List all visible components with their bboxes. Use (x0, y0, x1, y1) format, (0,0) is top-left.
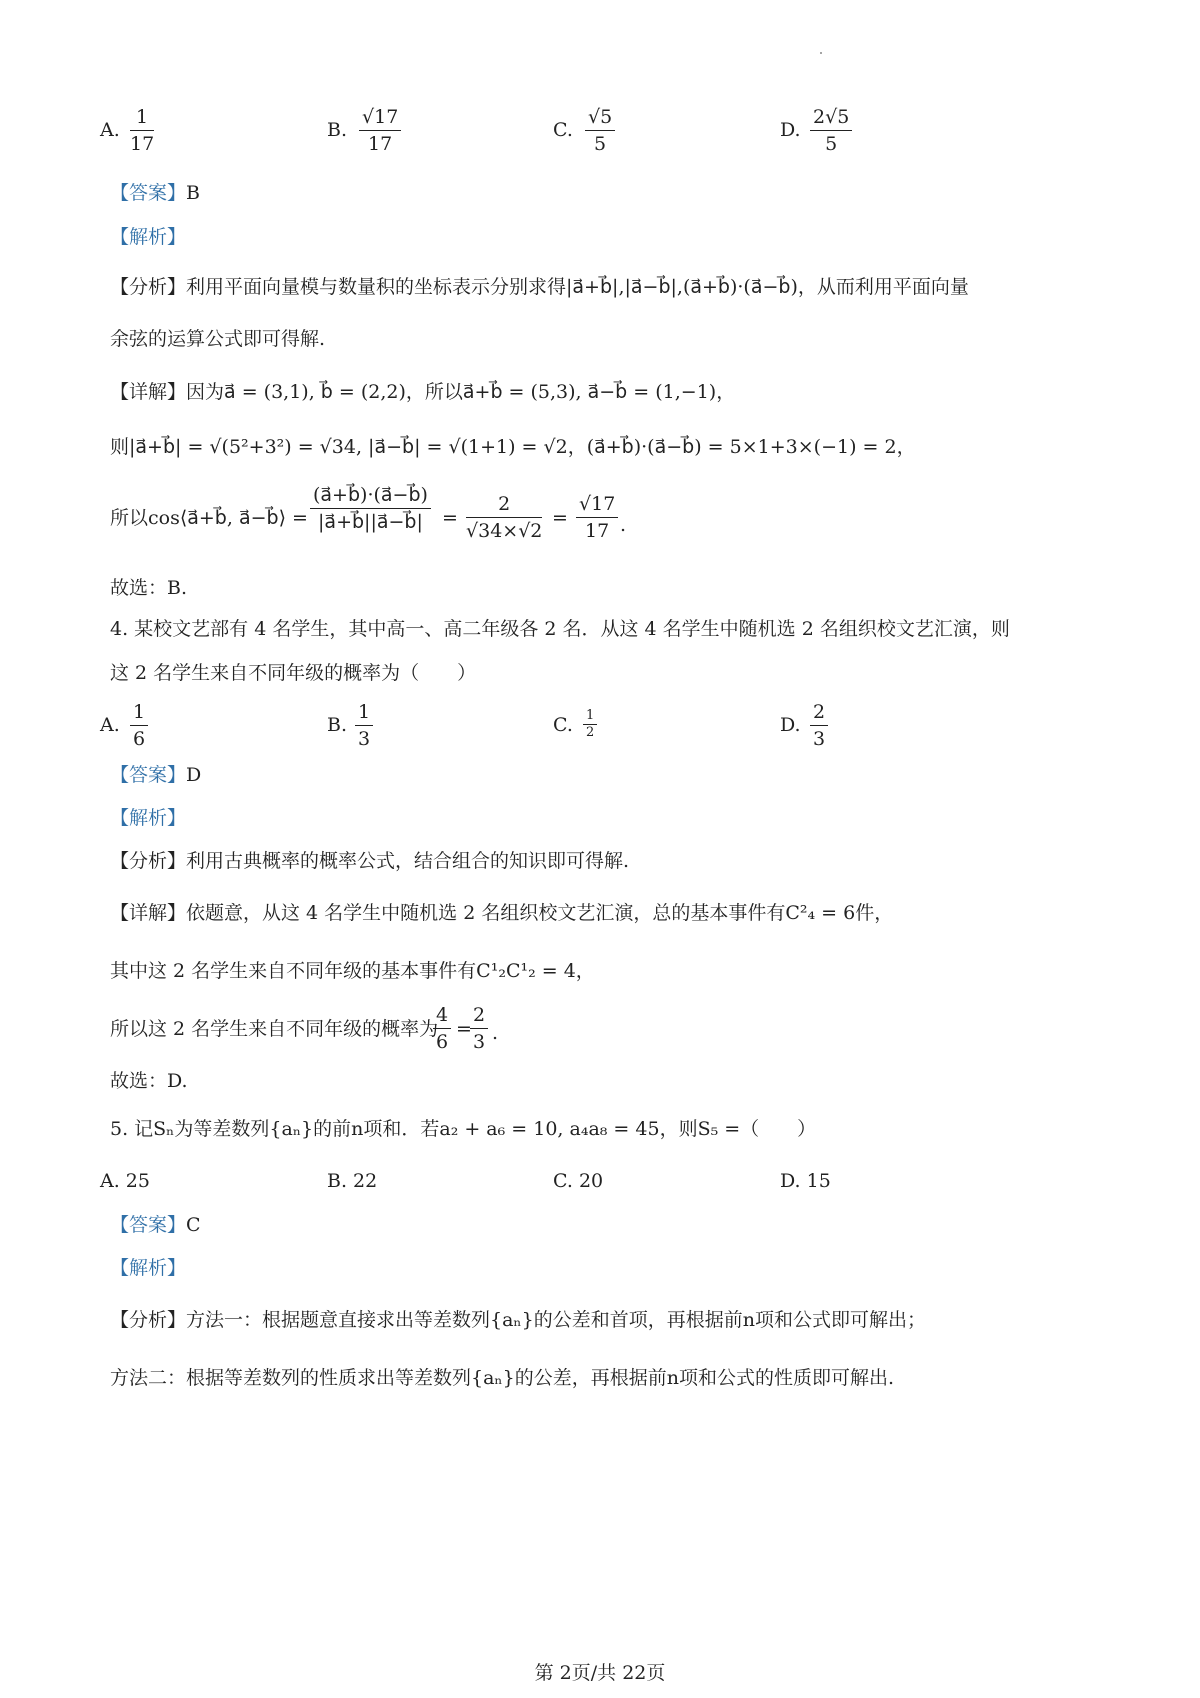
fraction (810, 700, 828, 752)
equals-sign: = (552, 507, 568, 529)
q3-option-b (327, 105, 527, 165)
denominator: |a⃗+b⃗||a⃗−b⃗| (318, 511, 423, 533)
numerator: 4 (433, 1003, 451, 1029)
option-letter: B. (327, 119, 348, 141)
fenxi-text: 利用古典概率的概率公式，结合组合的知识即可得解. (186, 850, 630, 872)
answer-value: C (186, 1214, 201, 1236)
denominator: 17 (130, 133, 155, 155)
cos-fraction-2 (466, 492, 542, 544)
fraction (585, 105, 615, 157)
numerator: 1 (355, 700, 373, 726)
q4-fenxi-line (110, 846, 629, 876)
denominator: 3 (358, 728, 371, 750)
xiangjie-text: 因为a⃗ = (3,1), b⃗ = (2,2)，所以a⃗+b⃗ = (5,3), a⃗−b⃗ = (1,−1)， (186, 381, 736, 403)
q5-answer-line (110, 1210, 201, 1240)
denominator: 6 (133, 728, 146, 750)
answer-value: D (186, 764, 202, 786)
q4-stem-line-2: 这 2 名学生来自不同年级的概率为（ ） (110, 662, 477, 684)
q5-analysis-tag: 【解析】 (110, 1257, 187, 1279)
q4-conclusion: 故选：D. (110, 1070, 188, 1092)
q3-xiangjie-line-3 (110, 503, 308, 533)
denominator: 3 (813, 728, 826, 750)
q5-option-a: A. 25 (100, 1170, 150, 1192)
q3-xiangjie-line-1 (110, 377, 735, 407)
numerator: 1 (130, 700, 148, 726)
q5-option-d: D. 15 (780, 1170, 831, 1192)
fenxi-tag: 【分析】 (110, 1309, 187, 1331)
option-letter: A. (100, 119, 120, 141)
q3-xiangjie-line-2: 则|a⃗+b⃗| = √(5²+3²) = √34, |a⃗−b⃗| = √(1+1) = √2，(a⃗+b⃗)·(a⃗−b⃗) = 5×1+3×(−1) = 2， (110, 436, 916, 458)
denominator: √34×√2 (466, 520, 543, 542)
fraction (130, 105, 154, 157)
fraction (130, 700, 148, 752)
numerator: 2 (470, 1003, 488, 1029)
fraction (355, 700, 373, 752)
q5-option-c: C. 20 (553, 1170, 604, 1192)
cos-fraction-1 (310, 483, 431, 535)
option-letter: B. (327, 714, 348, 736)
numerator: 2 (466, 492, 542, 518)
q3-conclusion: 故选：B. (110, 577, 188, 599)
q5-fenxi-line-2: 方法二：根据等差数列的性质求出等差数列{aₙ}的公差，再根据前n项和公式的性质即可解出. (110, 1367, 895, 1389)
q4-xiangjie-line-2: 其中这 2 名学生来自不同年级的基本事件有C¹₂C¹₂ = 4， (110, 960, 595, 982)
option-letter: C. (553, 119, 573, 141)
fenxi-text: 方法一：根据题意直接求出等差数列{aₙ}的公差和首项，再根据前n项和公式即可解出； (186, 1309, 926, 1331)
fraction (810, 105, 852, 157)
equals-sign: = (456, 1018, 472, 1040)
q4-option-d (780, 700, 980, 760)
numerator: 1 (130, 105, 154, 131)
q3-answer-line (110, 178, 200, 208)
fenxi-tag: 【分析】 (110, 276, 187, 298)
q3-analysis-tag: 【解析】 (110, 226, 187, 248)
denominator: 3 (473, 1031, 486, 1053)
prob-prefix: 所以这 2 名学生来自不同年级的概率为 (110, 1018, 439, 1040)
option-letter: D. (780, 119, 801, 141)
q4-option-a (100, 700, 300, 760)
denominator: 17 (368, 133, 393, 155)
denominator: 5 (594, 133, 607, 155)
q5-fenxi-line-1 (110, 1305, 926, 1335)
q3-option-a (100, 105, 300, 165)
numerator: 2 (810, 700, 828, 726)
denominator: 2 (586, 725, 595, 740)
q4-analysis-tag: 【解析】 (110, 807, 187, 829)
cos-prefix: 所以cos⟨a⃗+b⃗, a⃗−b⃗⟩ = (110, 507, 308, 529)
numerator: 2√5 (810, 105, 852, 131)
answer-tag: 【答案】 (110, 764, 187, 786)
answer-tag: 【答案】 (110, 1214, 187, 1236)
numerator: 1 (583, 708, 597, 725)
scan-dot (820, 52, 822, 54)
fenxi-text: 利用平面向量模与数量积的坐标表示分别求得|a⃗+b⃗|,|a⃗−b⃗|,(a⃗+b⃗)·(a⃗−b⃗)，从而利用平面向量 (186, 276, 969, 298)
q3-fenxi-line-2: 余弦的运算公式即可得解. (110, 328, 326, 350)
numerator: √17 (576, 492, 618, 518)
numerator: (a⃗+b⃗)·(a⃗−b⃗) (310, 483, 431, 509)
denominator: 17 (585, 520, 610, 542)
option-letter: A. (100, 714, 120, 736)
denominator: 5 (825, 133, 838, 155)
q4-stem-line-1: 4. 某校文艺部有 4 名学生，其中高一、高二年级各 2 名．从这 4 名学生中随机选 2 名组织校文艺汇演，则 (110, 618, 1010, 640)
cos-fraction-3 (576, 492, 618, 544)
q4-xiangjie-line-1 (110, 898, 893, 928)
q3-fenxi-line-1 (110, 272, 969, 302)
denominator: 6 (436, 1031, 449, 1053)
q4-option-c (553, 700, 753, 760)
xiangjie-tag: 【详解】 (110, 381, 187, 403)
q4-answer-line (110, 760, 201, 790)
q4-option-b (327, 700, 527, 760)
fraction (359, 105, 401, 157)
numerator: √5 (585, 105, 615, 131)
q4-xiangjie-line-3 (110, 1014, 438, 1044)
q3-option-d (780, 105, 980, 165)
equals-sign: = (442, 507, 458, 529)
answer-tag: 【答案】 (110, 182, 187, 204)
fraction (583, 708, 597, 741)
prob-fraction-1 (433, 1003, 451, 1055)
xiangjie-tag: 【详解】 (110, 902, 187, 924)
fenxi-tag: 【分析】 (110, 850, 187, 872)
option-letter: C. (553, 714, 573, 736)
q5-option-b: B. 22 (327, 1170, 378, 1192)
page-footer: 第 2页/共 22页 (534, 1662, 666, 1684)
period: . (620, 514, 627, 536)
answer-value: B (186, 182, 200, 204)
period: . (492, 1022, 499, 1044)
xiangjie-text: 依题意，从这 4 名学生中随机选 2 名组织校文艺汇演，总的基本事件有C²₄ = 6件， (186, 902, 894, 924)
q5-stem: 5. 记Sₙ为等差数列{aₙ}的前n项和．若a₂ + a₆ = 10, a₄a₈ = 45，则S₅ =（ ） (110, 1118, 817, 1140)
numerator: √17 (359, 105, 401, 131)
q3-option-c (553, 105, 753, 165)
prob-fraction-2 (470, 1003, 488, 1055)
option-letter: D. (780, 714, 801, 736)
